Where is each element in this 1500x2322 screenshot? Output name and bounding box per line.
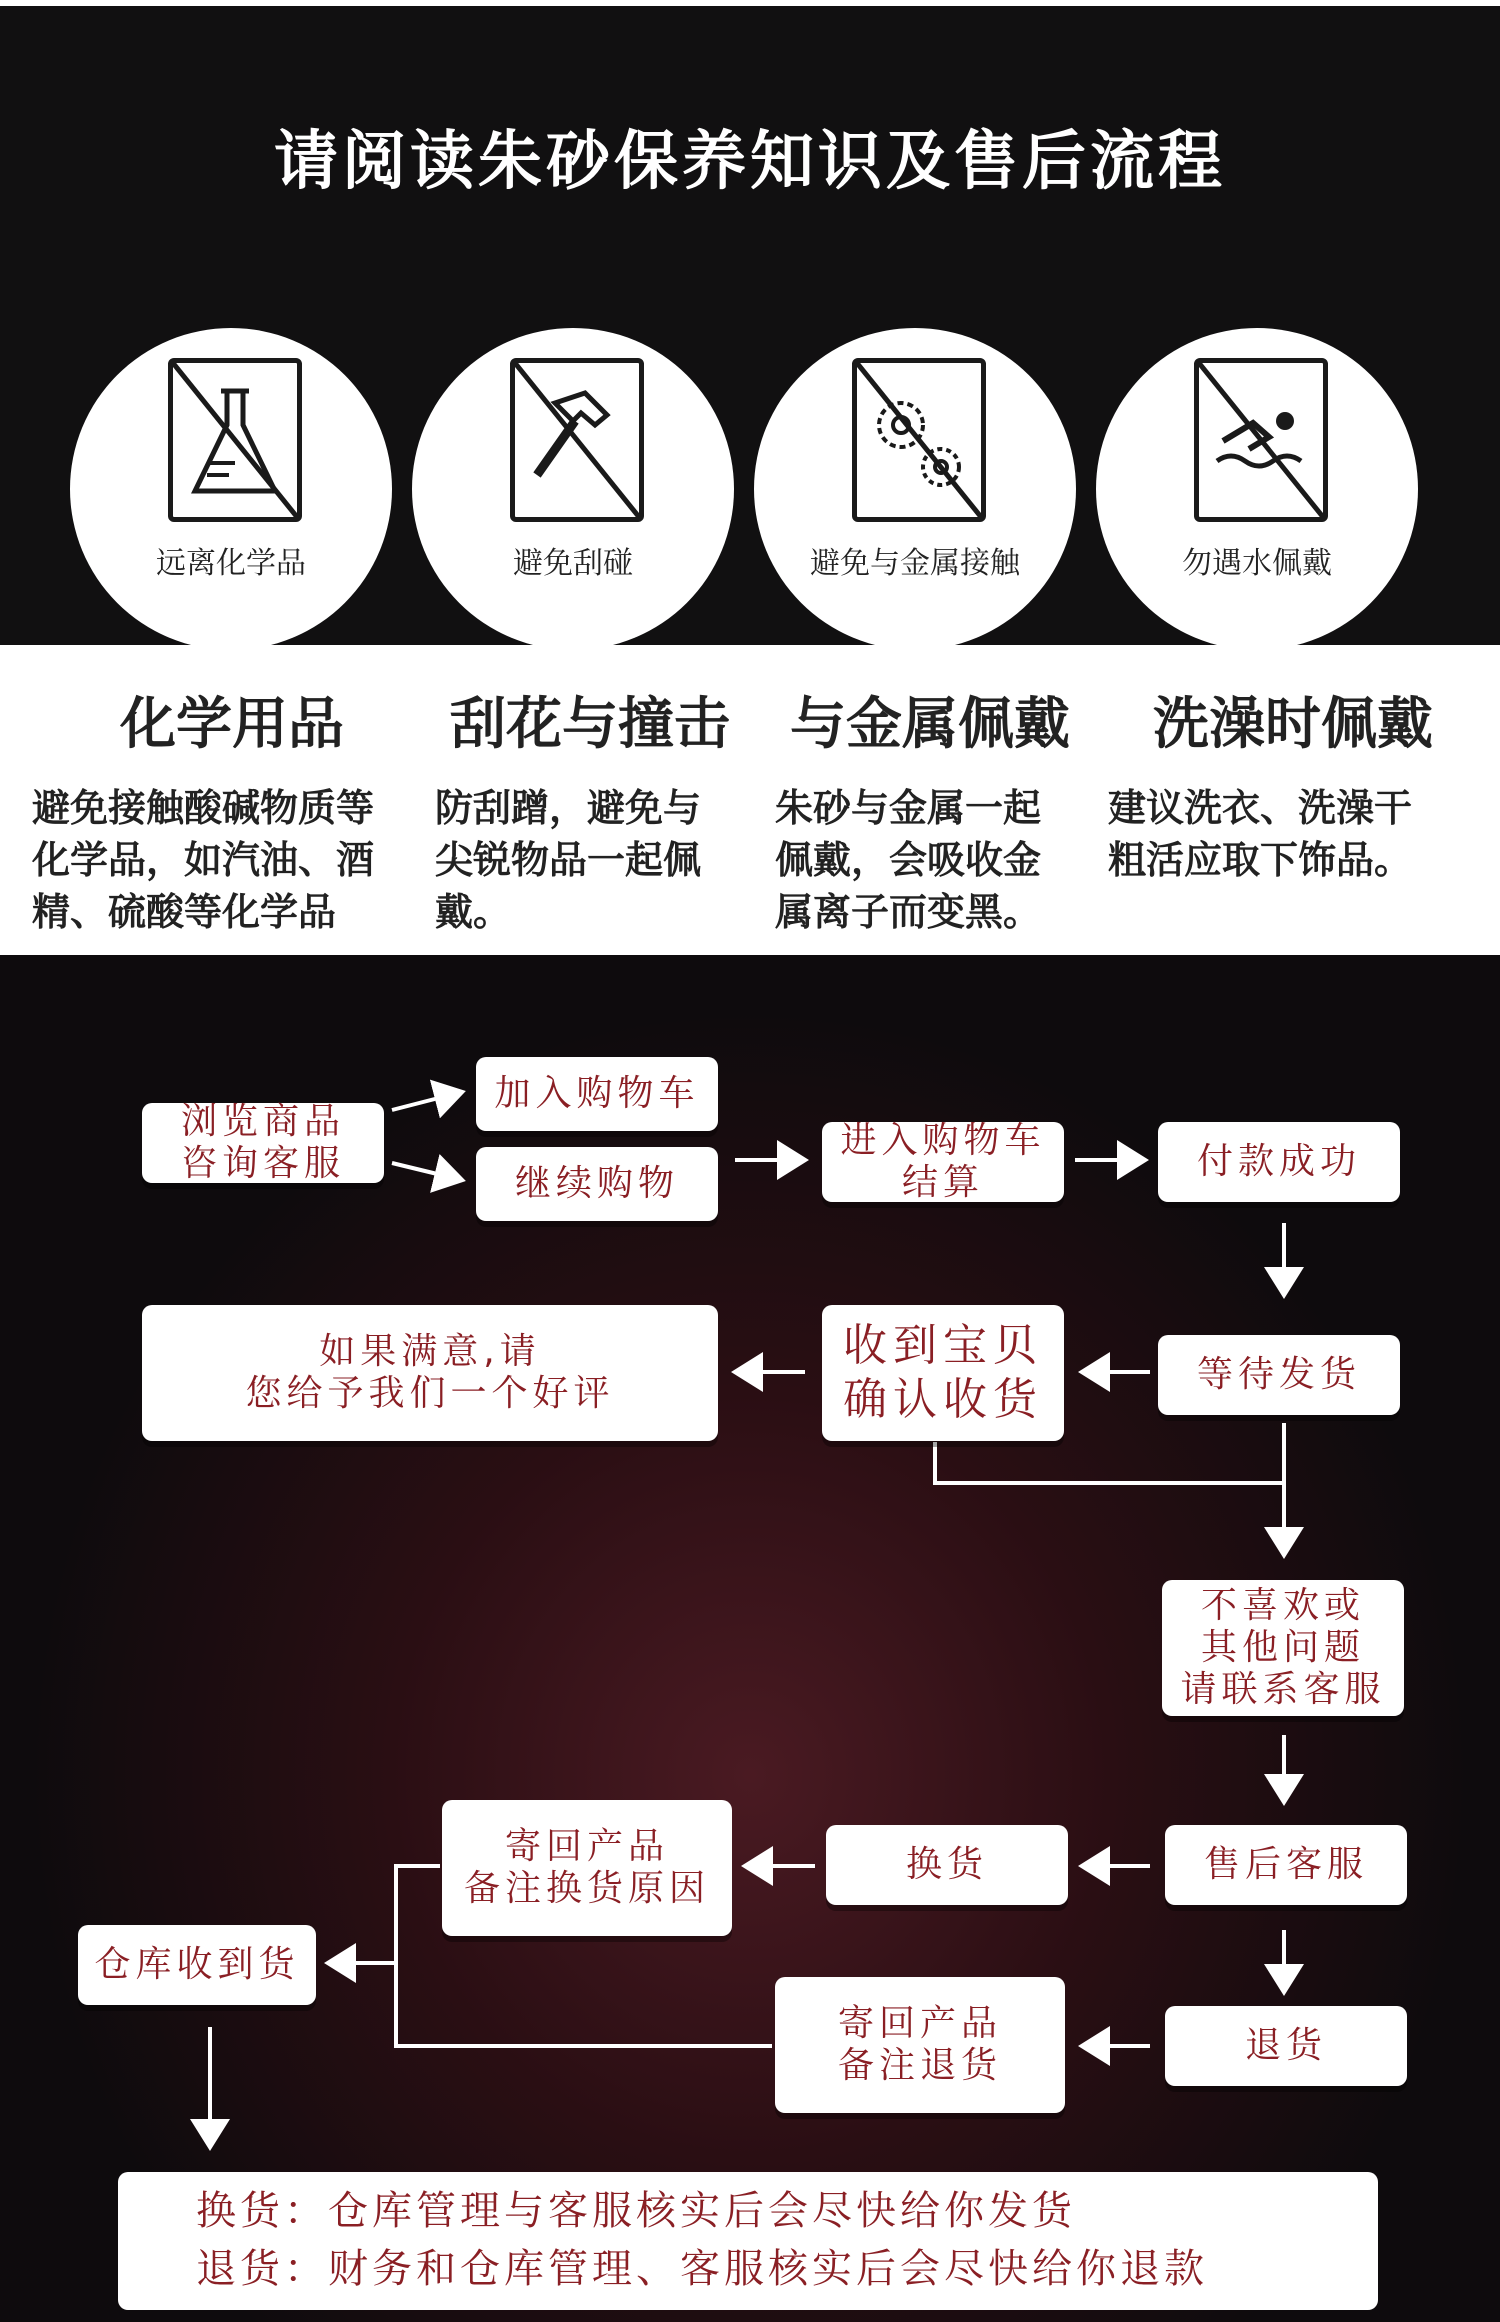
hammer-icon <box>510 358 644 522</box>
flow-continue-shopping: 继续购物 <box>476 1147 718 1221</box>
care-info-scratch <box>435 680 745 938</box>
care-info-title: 刮花与撞击 <box>450 692 730 757</box>
after-sales-notes <box>118 2172 1378 2310</box>
care-info-title: 化学用品 <box>120 692 344 757</box>
after-sales-flowchart <box>0 955 1500 2322</box>
care-info-text: 建议洗衣、洗澡干 粗活应取下饰品。 <box>1108 786 1413 882</box>
care-info-text: 避免接触酸碱物质等 化学品，如汽油、酒 精、硫酸等化学品 <box>32 786 375 934</box>
flow-add-cart: 加入购物车 <box>476 1057 718 1131</box>
note-refund: 退货：财务和仓库管理、客服核实后会尽快给你退款 <box>196 2246 1208 2292</box>
page-title: 请阅读朱砂保养知识及售后流程 <box>274 125 1226 199</box>
header-section <box>0 0 1500 645</box>
care-info-water <box>1108 680 1478 886</box>
flow-exchange: 换货 <box>826 1825 1068 1905</box>
flow-warehouse: 仓库收到货 <box>78 1925 316 2005</box>
flow-contact-service: 不喜欢或 其他问题 请联系客服 <box>1162 1580 1404 1716</box>
care-info-metal <box>775 680 1085 938</box>
care-info-chemicals <box>32 680 432 938</box>
flow-paid: 付款成功 <box>1158 1122 1400 1202</box>
flow-return-exchange: 寄回产品 备注换货原因 <box>442 1800 732 1936</box>
care-item-water <box>1096 328 1418 650</box>
flow-return-refund: 寄回产品 备注退货 <box>775 1977 1065 2113</box>
care-item-metal <box>754 328 1076 650</box>
care-label: 避免与金属接触 <box>810 546 1020 581</box>
swimmer-icon <box>1194 358 1328 522</box>
flow-checkout: 进入购物车 结算 <box>822 1122 1064 1202</box>
care-label: 避免刮碰 <box>513 546 633 581</box>
flow-good-review: 如果满意,请 您给予我们一个好评 <box>142 1305 718 1441</box>
care-label: 远离化学品 <box>156 546 306 581</box>
flow-after-sales: 售后客服 <box>1165 1825 1407 1905</box>
flow-browse: 浏览商品 咨询客服 <box>142 1103 384 1183</box>
care-label: 勿遇水佩戴 <box>1182 546 1332 581</box>
care-item-chemicals <box>70 328 392 650</box>
care-info-text: 朱砂与金属一起 佩戴，会吸收金 属离子而变黑。 <box>775 786 1042 934</box>
care-info-title: 与金属佩戴 <box>790 692 1070 757</box>
care-info-text: 防刮蹭，避免与 尖锐物品一起佩 戴。 <box>435 786 702 934</box>
flask-icon <box>168 358 302 522</box>
care-info-title: 洗澡时佩戴 <box>1153 692 1433 757</box>
flow-wait-ship: 等待发货 <box>1158 1335 1400 1415</box>
flow-received: 收到宝贝 确认收货 <box>822 1305 1064 1441</box>
care-info-band <box>0 645 1500 955</box>
gears-icon <box>852 358 986 522</box>
note-exchange: 换货：仓库管理与客服核实后会尽快给你发货 <box>196 2188 1076 2234</box>
flow-refund: 退货 <box>1165 2006 1407 2086</box>
care-item-scratch <box>412 328 734 650</box>
